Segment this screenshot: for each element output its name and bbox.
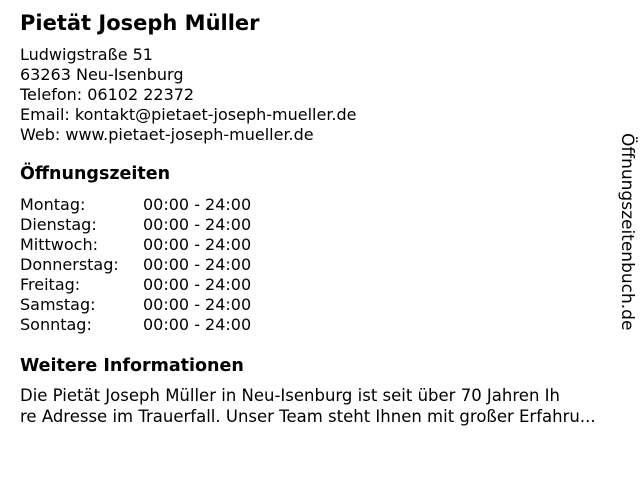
- hours-row-wednesday: [20, 235, 620, 255]
- day-label: Samstag:: [20, 295, 96, 314]
- more-info-text: [20, 385, 620, 427]
- time-value: 00:00 - 24:00: [143, 275, 252, 294]
- more-info-line: re Adresse im Trauerfall. Unser Team steht Ihnen mit großer Erfahru...: [20, 407, 596, 426]
- day-label: Montag:: [20, 195, 86, 214]
- hours-row-friday: [20, 275, 620, 295]
- email-line: Email: kontakt@pietaet-joseph-mueller.de: [20, 105, 357, 124]
- more-info-heading: Weitere Informationen: [20, 356, 244, 376]
- day-label: Dienstag:: [20, 215, 97, 234]
- hours-row-thursday: [20, 255, 620, 275]
- day-label: Freitag:: [20, 275, 81, 294]
- day-label: Donnerstag:: [20, 255, 119, 274]
- hours-row-sunday: [20, 315, 620, 335]
- page-title: Pietät Joseph Müller: [20, 11, 260, 35]
- day-label: Sonntag:: [20, 315, 92, 334]
- more-info-line: Die Pietät Joseph Müller in Neu-Isenburg ist seit über 70 Jahren Ih: [20, 386, 560, 405]
- time-value: 00:00 - 24:00: [143, 295, 252, 314]
- opening-hours-table: [20, 195, 620, 335]
- time-value: 00:00 - 24:00: [143, 195, 252, 214]
- address-city: 63263 Neu-Isenburg: [20, 65, 184, 84]
- phone-line: Telefon: 06102 22372: [20, 85, 195, 104]
- web-line: Web: www.pietaet-joseph-mueller.de: [20, 125, 314, 144]
- time-value: 00:00 - 24:00: [143, 315, 252, 334]
- hours-row-tuesday: [20, 215, 620, 235]
- opening-hours-heading: Öffnungszeiten: [20, 164, 171, 184]
- time-value: 00:00 - 24:00: [143, 235, 252, 254]
- time-value: 00:00 - 24:00: [143, 215, 252, 234]
- oeffnungszeitenbuch-watermark: Öffnungszeitenbuch.de: [617, 133, 637, 331]
- time-value: 00:00 - 24:00: [143, 255, 252, 274]
- address-street: Ludwigstraße 51: [20, 45, 153, 64]
- contact-block: [20, 45, 620, 145]
- hours-row-saturday: [20, 295, 620, 315]
- day-label: Mittwoch:: [20, 235, 98, 254]
- hours-row-monday: [20, 195, 620, 215]
